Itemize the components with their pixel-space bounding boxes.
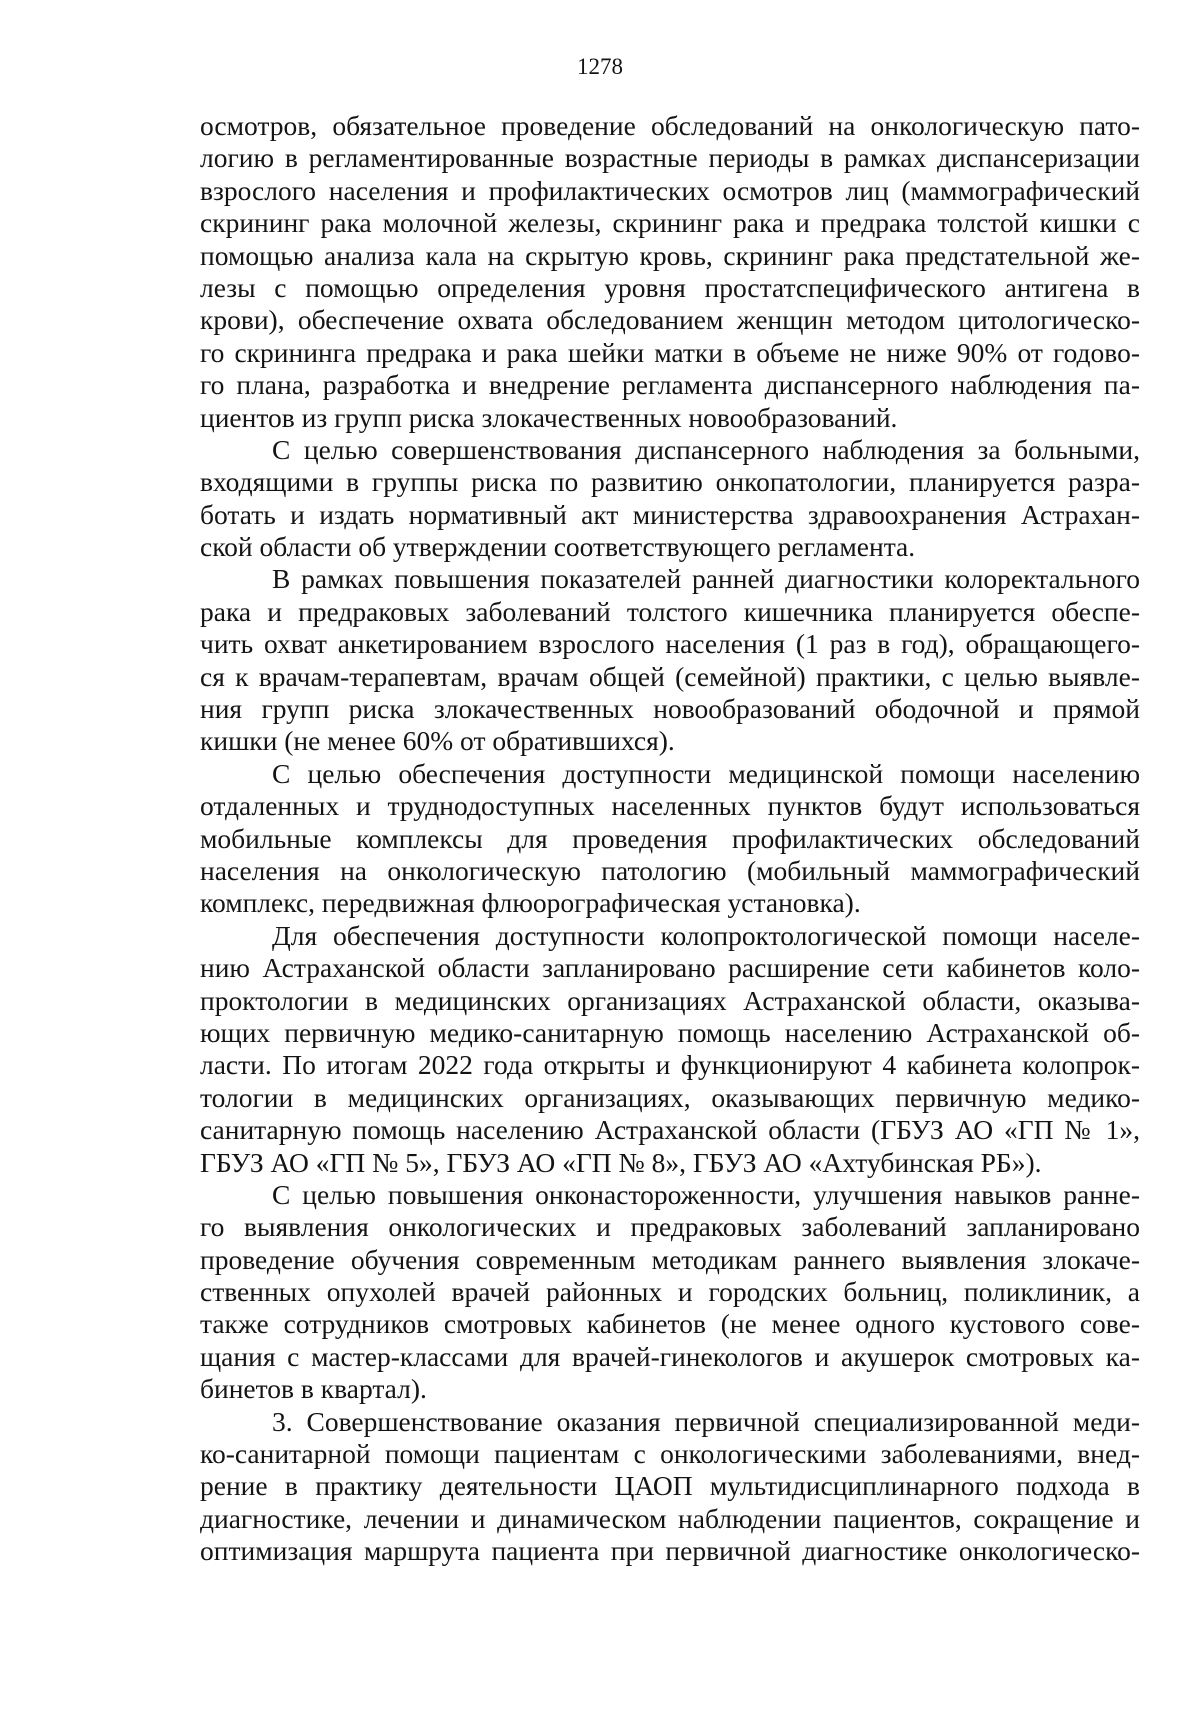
text-line: ния групп риска злокачественных новообразований ободочной и прямой xyxy=(200,693,1140,725)
text-line: рение в практику деятельности ЦАОП мультидисциплинарного подхода в xyxy=(200,1470,1140,1502)
paragraph xyxy=(200,434,1140,564)
document-body xyxy=(200,110,1140,1568)
text-line: ся к врачам-терапевтам, врачам общей (семейной) практики, с целью выявле- xyxy=(200,660,1140,692)
text-line: кишки (не менее 60% от обратившихся). xyxy=(200,725,675,757)
text-line: ственных опухолей врачей районных и городских больниц, поликлиник, а xyxy=(200,1276,1140,1308)
text-line: проктологии в медицинских организациях Астраханской области, оказыва- xyxy=(200,984,1140,1016)
text-line: ласти. По итогам 2022 года открыты и функционируют 4 кабинета колопрок- xyxy=(200,1049,1140,1081)
paragraph xyxy=(200,110,1140,434)
text-line: проведение обучения современным методикам раннего выявления злокаче- xyxy=(200,1243,1140,1275)
text-line: входящими в группы риска по развитию онкопатологии, планируется разра- xyxy=(200,466,1140,498)
paragraph xyxy=(200,563,1140,757)
text-line: скрининг рака молочной железы, скрининг рака и предрака толстой кишки с xyxy=(200,207,1140,239)
text-line: ботать и издать нормативный акт министерства здравоохранения Астрахан- xyxy=(200,498,1140,530)
text-line: нию Астраханской области запланировано расширение сети кабинетов коло- xyxy=(200,952,1140,984)
text-line: циентов из групп риска злокачественных новообразований. xyxy=(200,401,898,433)
text-line: бинетов в квартал). xyxy=(200,1373,427,1405)
text-line: комплекс, передвижная флюорографическая установка). xyxy=(200,887,861,919)
text-line: санитарную помощь населению Астраханской области (ГБУЗ АО «ГП № 1», xyxy=(200,1114,1140,1146)
text-line: рака и предраковых заболеваний толстого кишечника планируется обеспе- xyxy=(200,595,1140,627)
text-line: ющих первичную медико-санитарную помощь населению Астраханской об- xyxy=(200,1016,1140,1048)
text-line: помощью анализа кала на скрытую кровь, скрининг рака предстательной же- xyxy=(200,239,1140,271)
page-number: 1278 xyxy=(577,54,623,79)
text-line: чить охват анкетированием взрослого населения (1 раз в год), обращающего- xyxy=(200,628,1140,660)
text-line: также сотрудников смотровых кабинетов (не менее одного кустового сове- xyxy=(200,1308,1140,1340)
text-line: населения на онкологическую патологию (мобильный маммографический xyxy=(200,854,1140,886)
text-line: лезы с помощью определения уровня простатспецифического антигена в xyxy=(200,271,1140,303)
text-line: С целью обеспечения доступности медицинской помощи населению xyxy=(272,757,1140,789)
text-line: ко-санитарной помощи пациентам с онкологическими заболеваниями, внед- xyxy=(200,1438,1140,1470)
text-line: взрослого населения и профилактических осмотров лиц (маммографический xyxy=(200,174,1140,206)
text-line: осмотров, обязательное проведение обследований на онкологическую пато- xyxy=(200,110,1140,141)
text-line: Для обеспечения доступности колопроктологической помощи населе- xyxy=(272,919,1140,951)
text-line: тологии в медицинских организациях, оказывающих первичную медико- xyxy=(200,1081,1140,1113)
text-line: логию в регламентированные возрастные периоды в рамках диспансеризации xyxy=(200,142,1140,174)
paragraph xyxy=(200,758,1140,920)
paragraph xyxy=(200,1406,1140,1568)
text-line: го выявления онкологических и предраковых заболеваний запланировано xyxy=(200,1211,1140,1243)
text-line: В рамках повышения показателей ранней диагностики колоректального xyxy=(272,563,1140,595)
text-line: отдаленных и труднодоступных населенных пунктов будут использоваться xyxy=(200,790,1140,822)
paragraph xyxy=(200,1179,1140,1406)
text-line: мобильные комплексы для проведения профилактических обследований xyxy=(200,822,1140,854)
text-line: крови), обеспечение охвата обследованием женщин методом цитологическо- xyxy=(200,304,1140,336)
text-line: С целью совершенствования диспансерного наблюдения за больными, xyxy=(272,433,1140,465)
text-line: С целью повышения онконастороженности, улучшения навыков ранне- xyxy=(272,1178,1140,1210)
text-line: го скрининга предрака и рака шейки матки в объеме не ниже 90% от годово- xyxy=(200,336,1140,368)
text-line: 3. Совершенствование оказания первичной специализированной меди- xyxy=(272,1405,1140,1437)
text-line: оптимизация маршрута пациента при первичной диагностике онкологическо- xyxy=(200,1535,1140,1567)
text-line: ской области об утверждении соответствующего регламента. xyxy=(200,531,916,563)
text-line: диагностике, лечении и динамическом наблюдении пациентов, сокращение и xyxy=(200,1502,1140,1534)
text-line: щания с мастер-классами для врачей-гинекологов и акушерок смотровых ка- xyxy=(200,1340,1140,1372)
text-line: го плана, разработка и внедрение регламента диспансерного наблюдения па- xyxy=(200,369,1140,401)
paragraph xyxy=(200,920,1140,1179)
text-line: ГБУЗ АО «ГП № 5», ГБУЗ АО «ГП № 8», ГБУЗ АО «Ахтубинская РБ»). xyxy=(200,1146,1042,1178)
